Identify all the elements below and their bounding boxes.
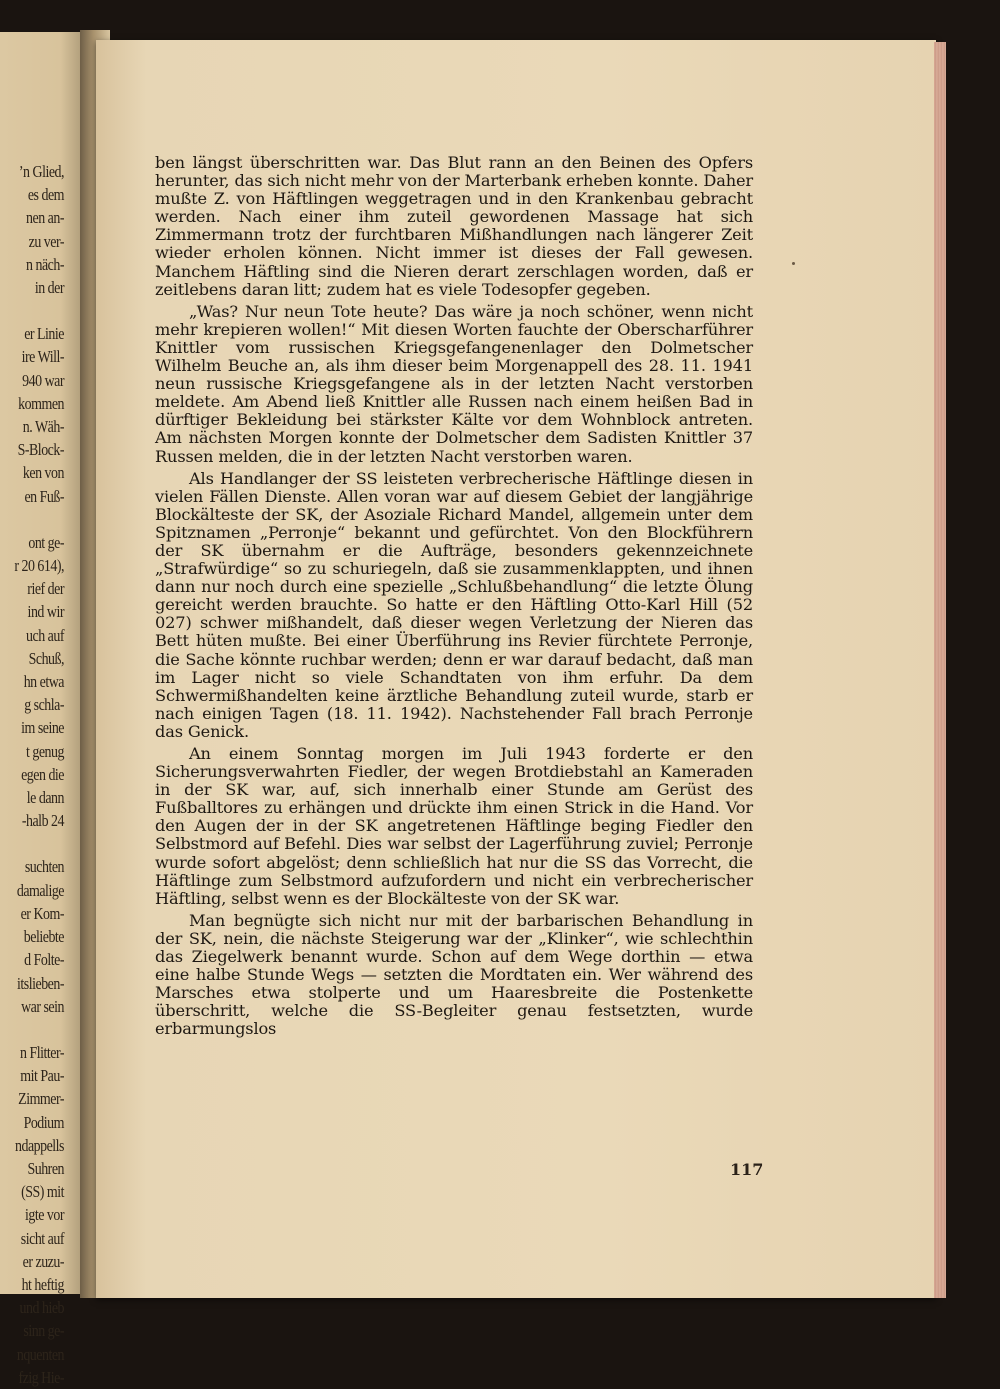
left-page xyxy=(0,32,86,1387)
left-page-gap xyxy=(7,1018,64,1041)
left-page-line: sinn ge- xyxy=(23,1321,64,1341)
left-page-line: en Fuß- xyxy=(24,486,65,506)
left-page-line: er Linie xyxy=(24,324,64,344)
left-page-line: n näch- xyxy=(26,254,65,274)
body-text xyxy=(155,154,753,1043)
left-page-line: ont ge- xyxy=(28,532,64,552)
left-page-line: damalige xyxy=(16,880,64,900)
left-page-line: suchten xyxy=(24,857,64,877)
left-page-gap xyxy=(7,832,64,855)
left-page-line: sicht auf xyxy=(20,1228,64,1248)
left-page-line: ht heftig xyxy=(21,1274,64,1294)
page-number: 117 xyxy=(730,1160,764,1179)
left-page-line: er Kom- xyxy=(20,903,64,923)
left-page-line: itslieben- xyxy=(17,973,64,993)
left-page-line: kommen xyxy=(18,393,65,413)
left-page-line: es dem xyxy=(27,185,65,205)
left-page-line: ire Will- xyxy=(21,347,64,367)
left-page-line: ken von xyxy=(22,463,64,483)
left-page-line: fzig Hie- xyxy=(18,1367,64,1387)
left-page-line: ind wir xyxy=(27,602,64,622)
left-page-line: beliebte xyxy=(23,927,64,947)
left-page-line: 940 war xyxy=(22,370,64,390)
left-page-line: g schla- xyxy=(24,695,64,715)
left-page-line: rief der xyxy=(27,579,65,599)
left-page-line: igte vor xyxy=(24,1205,65,1225)
left-page-line: hn etwa xyxy=(23,672,64,692)
paragraph-1: ben längst überschritten war. Das Blut rann an den Beinen des Opfers herunter, das sich nicht mehr von der Marterbank erheben konnte. Daher mußte Z. von Häftlingen weggetragen und in den Krankenbau gebracht werden. Nach einer ihm zuteil gewordenen Massage hat sich Zimmermann trotz der furchtbaren Mißhandlungen nach längerer Zeit wieder erholen können. Nicht immer ist dieses der Fall gewesen. Manchem Häftling sind die Nieren derart zerschlagen worden, daß er zeitlebens daran litt; zudem hat es viele Todesopfer gegeben. xyxy=(155,153,753,299)
left-page-line: n Flitter- xyxy=(20,1042,64,1062)
page-edges xyxy=(934,42,946,1298)
left-page-line: Zimmer- xyxy=(18,1089,64,1109)
left-page-line: im seine xyxy=(21,718,64,738)
left-page-line: le dann xyxy=(26,788,64,808)
left-page-line: Podium xyxy=(23,1112,64,1132)
left-page-gap xyxy=(7,508,64,531)
left-page-line: ’n Glied, xyxy=(18,162,64,181)
left-page-line: (SS) mit xyxy=(21,1182,64,1202)
left-page-line: egen die xyxy=(21,764,64,784)
left-page-line: und hieb xyxy=(19,1298,64,1318)
left-page-line: Suhren xyxy=(27,1158,64,1178)
left-page-line: t genug xyxy=(26,741,64,761)
paragraph-4: An einem Sonntag morgen im Juli 1943 forderte er den Sicherungsverwahrten Fiedler, der wegen Brotdiebstahl an Kameraden in der SK war, auf, sich innerhalb einer Stunde am Gerüst des Fußballtores zu erhängen und drückte ihm einen Strick in die Hand. Vor den Augen der in der SK angetretenen Häftlinge beging Fiedler den Selbstmord auf Befehl. Dies war selbst der Lagerführung zuviel; Perronje wurde sofort abgelöst; denn schließlich hat nur die SS das Vorrecht, die Häftlinge zum Selbstmord aufzufordern und nicht ein verbrecherischer Häftling, selbst wenn es der Blockälteste von der SK war. xyxy=(155,744,753,908)
paragraph-3: Als Handlanger der SS leisteten verbrecherische Häftlinge diesen in vielen Fällen Dienste. Allen voran war auf diesem Gebiet der langjährige Blockälteste der SK, der Asoziale Richard Mandel, allgemein unter dem Spitznamen „Perronje“ bekannt und gefürchtet. Von den Blockführern der SK übernahm er die Aufträge, besonders gekennzeichnete „Strafwürdige“ so zu schuriegeln, daß sie zusammenklappten, und ihnen dann nur noch durch eine spezielle „Schlußbehandlung“ die letzte Ölung gereicht werden brauchte. So hatte er den Häftling Otto-Karl Hill (52 027) schwer mißhandelt, daß dieser wegen Verletzung der Nieren das Bett hüten mußte. Bei einer Überführung ins Revier fürchtete Perronje, die Sache könnte ruchbar werden; denn er war darauf bedacht, daß man im Lager nicht so viele Schandtaten von ihm erfuhr. Da dem Schwermißhandelten keine ärztliche Behandlung zuteil wurde, starb er nach einigen Tagen (18. 11. 1942). Nachstehender Fall brach Perronje das Genick. xyxy=(155,468,753,741)
left-page-line: n. Wäh- xyxy=(22,417,64,437)
left-page-line: zu ver- xyxy=(28,231,64,251)
left-page-line: er zuzu- xyxy=(22,1251,64,1271)
left-page-line: d Folte- xyxy=(24,950,64,970)
left-page-line: ndappells xyxy=(14,1135,65,1155)
ink-speck xyxy=(792,262,795,265)
left-page-line: mit Pau- xyxy=(20,1066,64,1086)
left-page-line: S-Block- xyxy=(17,440,64,460)
paragraph-2: „Was? Nur neun Tote heute? Das wäre ja noch schöner, wenn nicht mehr krepieren wollen!“ Mit diesen Worten fauchte der Oberscharführer Knittler vom russischen Kriegsgefangenenlager den Dolmetscher Wilhelm Beuche an, als ihm dieser beim Morgenappell des 28. 11. 1941 neun russische Kriegsgefangene als in der letzten Nacht verstorben meldete. Am Abend ließ Knittler alle Russen nach einem heißen Bad in dürftiger Bekleidung bei stärkster Kälte vor dem Wohnblock antreten. Am nächsten Morgen konnte der Dolmetscher dem Sadisten Knittler 37 Russen melden, die in der letzten Nacht verstorben waren. xyxy=(155,301,753,466)
left-page-gap xyxy=(7,299,64,322)
left-page-line: nen an- xyxy=(26,208,65,228)
left-page-line: nquenten xyxy=(16,1344,64,1364)
left-page-line: in der xyxy=(34,278,64,298)
paragraph-5: Man begnügte sich nicht nur mit der barbarischen Behandlung in der SK, nein, die nächste Steigerung war der „Klinker“, wie schlechthin das Ziegelwerk benannt wurde. Schon auf dem Wege dorthin — etwa eine halbe Stunde Wegs — setzten die Mordtaten ein. Wer während des Marsches etwa stolperte und um Haaresbreite die Postenkette überschritt, welche die SS-Begleiter genau festsetzten, wurde erbarmungslos xyxy=(155,910,753,1039)
left-page-line: Schuß, xyxy=(28,648,64,668)
left-page-line: r 20 614), xyxy=(14,556,64,576)
left-page-line: war sein xyxy=(21,996,64,1016)
left-page-text-column xyxy=(7,160,64,1389)
left-page-line: -halb 24 xyxy=(21,811,65,831)
left-page-line: uch auf xyxy=(26,625,65,645)
